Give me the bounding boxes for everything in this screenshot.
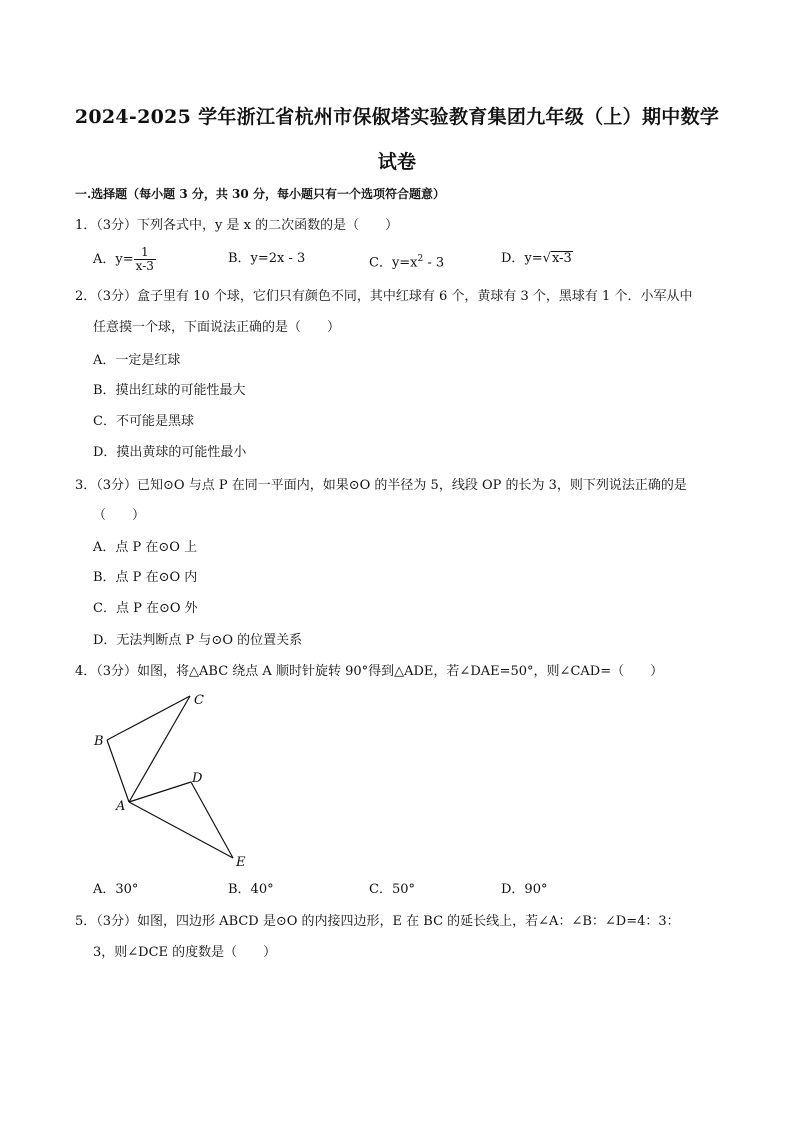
q3-option-d: D．无法判断点 P 与⊙O 的位置关系 <box>93 633 303 648</box>
q5-stem-line2: 3，则∠DCE 的度数是（ ） <box>93 945 277 960</box>
q1-stem: 1．（3分）下列各式中，y 是 x 的二次函数的是（ ） <box>75 218 399 233</box>
q2-stem-line1: 2．（3分）盒子里有 10 个球，它们只有颜色不同，其中红球有 6 个，黄球有 3 个，黑球有 1 个．小军从中 <box>75 289 693 304</box>
q3-option-a: A．点 P 在⊙O 上 <box>93 540 198 555</box>
label-c: C <box>194 693 204 708</box>
section-heading: 一.选择题（每小题 3 分，共 30 分，每小题只有一个选项符合题意） <box>75 187 445 201</box>
q1-option-a-numerator: 1 <box>134 246 156 260</box>
q3-stem-line1: 3．（3分）已知⊙O 与点 P 在同一平面内，如果⊙O 的半径为 5，线段 OP 的长为 3，则下列说法正确的是 <box>75 478 687 493</box>
q2-option-d: D．摸出黄球的可能性最小 <box>93 445 247 460</box>
label-a: A <box>116 799 126 814</box>
q1-option-a-prefix: y= <box>115 252 134 267</box>
q2-option-a: A．一定是红球 <box>93 353 181 368</box>
q1-option-c <box>369 250 444 272</box>
page-title-line2: 试卷 <box>377 151 417 173</box>
label-d: D <box>192 771 203 786</box>
q1-option-d-label: D． <box>501 251 525 266</box>
q1-option-d-prefix: y=√ <box>524 251 551 266</box>
q4-option-d: D．90° <box>501 882 548 897</box>
page-title-line1: 2024-2025 学年浙江省杭州市保俶塔实验教育集团九年级（上）期中数学 <box>74 106 720 128</box>
q1-option-d-radicand: x-3 <box>551 251 572 266</box>
q2-option-b: B．摸出红球的可能性最大 <box>93 383 246 398</box>
q3-option-b: B．点 P 在⊙O 内 <box>93 570 198 585</box>
q4-stem: 4．（3分）如图，将△ABC 绕点 A 顺时针旋转 90°得到△ADE，若∠DAE=50°，则∠CAD=（ ） <box>75 664 664 679</box>
segment-ba <box>107 740 129 802</box>
q1-option-a-denominator: x-3 <box>135 259 154 273</box>
q4-option-c: C．50° <box>369 882 415 897</box>
q1-option-b: B．y=2x - 3 <box>228 251 306 266</box>
q4-rotation-figure <box>88 688 258 870</box>
q4-option-a: A．30° <box>93 882 139 897</box>
q5-stem-line1: 5．（3分）如图，四边形 ABCD 是⊙O 的内接四边形，E 在 BC 的延长线上，若∠A：∠B：∠D=4：3： <box>75 914 680 929</box>
label-e: E <box>236 855 246 870</box>
q1-option-c-exponent: 2 <box>417 254 424 264</box>
q1-option-a-label: A． <box>93 252 116 267</box>
q1-option-d <box>501 250 573 268</box>
q1-option-a <box>93 246 156 273</box>
q2-option-c: C．不可能是黑球 <box>93 414 194 429</box>
q3-option-c: C．点 P 在⊙O 外 <box>93 601 198 616</box>
q3-stem-line2: （ ） <box>93 508 146 523</box>
label-b: B <box>94 734 104 749</box>
q4-option-b: B．40° <box>228 882 274 897</box>
q1-option-c-prefix: C．y=x <box>369 255 418 271</box>
q1-option-c-suffix: - 3 <box>423 255 445 271</box>
q2-stem-line2: 任意摸一个球，下面说法正确的是（ ） <box>93 320 341 335</box>
q1-option-a-fraction <box>134 246 156 273</box>
